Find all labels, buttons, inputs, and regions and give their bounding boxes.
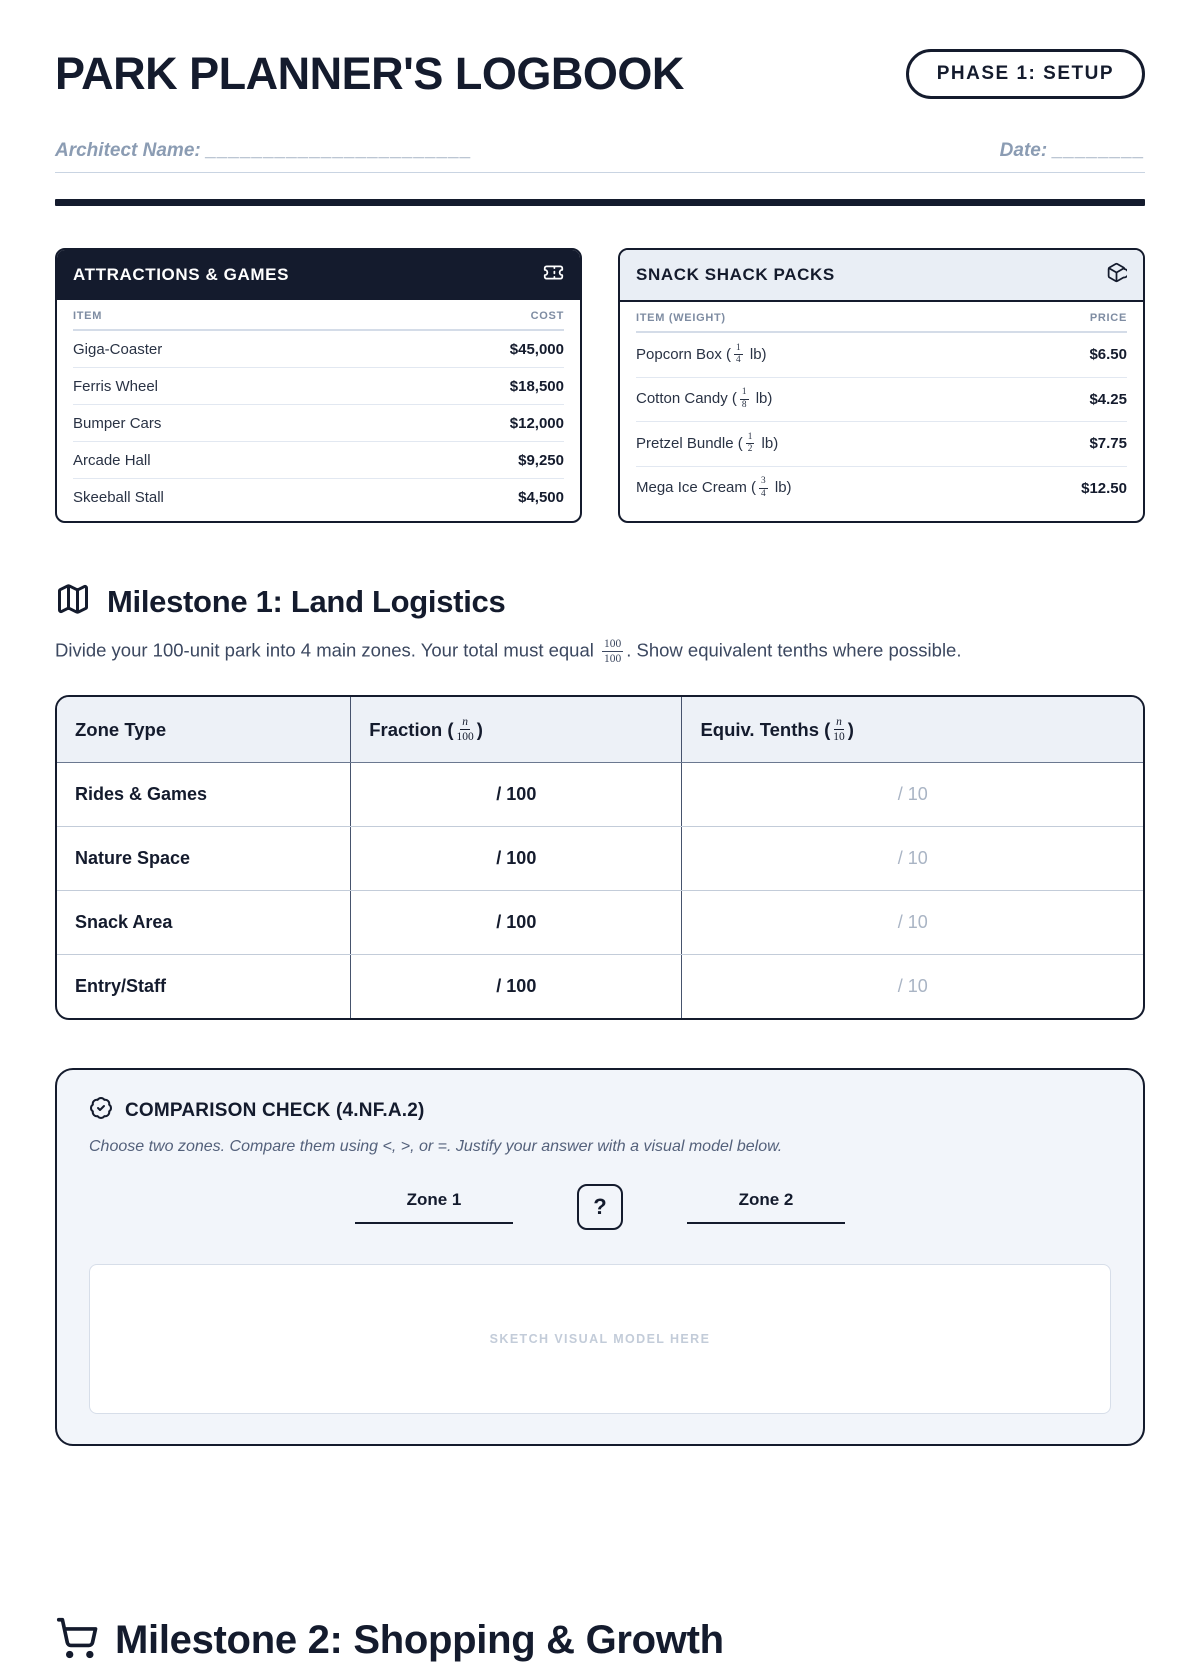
item-cost: $45,000	[509, 340, 564, 358]
item-cost: $12,000	[509, 414, 564, 432]
architect-name-blank[interactable]: _______________________	[206, 140, 473, 161]
page-title: PARK PLANNER'S LOGBOOK	[55, 48, 684, 99]
column-item: ITEM	[73, 310, 103, 322]
zone2-blank[interactable]: Zone 2	[687, 1190, 845, 1224]
item-name: Giga-Coaster	[73, 340, 163, 358]
table-row	[636, 378, 1127, 423]
fraction: $\frac{n}{100}$	[456, 716, 474, 744]
comparison-symbol-box[interactable]: ?	[577, 1184, 623, 1230]
tenths-blank[interactable]: / 10	[681, 827, 1143, 890]
fraction-blank[interactable]: / 100	[350, 891, 681, 954]
ticket-icon	[543, 262, 564, 288]
map-icon	[55, 581, 91, 622]
table-row	[73, 368, 564, 405]
table-row	[636, 467, 1127, 511]
attractions-card-header	[57, 250, 580, 300]
date-field[interactable]	[1000, 140, 1145, 162]
item-name: Cotton Candy ( $\frac{1}{8}$ lb)	[636, 387, 773, 410]
item-cost: $4,500	[518, 488, 564, 506]
milestone1-intro: Divide your 100-unit park into 4 main zones. Your total must equal $\frac{100}{100}$ . Show equivalent tenths where possible.	[55, 638, 962, 666]
sketch-placeholder: SKETCH VISUAL MODEL HERE	[489, 1332, 711, 1347]
attractions-table	[57, 300, 580, 515]
item-price: $7.75	[1089, 435, 1127, 453]
table-row	[57, 955, 1143, 1018]
attractions-title: ATTRACTIONS & GAMES	[73, 265, 290, 284]
item-price: $4.25	[1089, 390, 1127, 408]
milestone1-title: Milestone 1: Land Logistics	[107, 583, 506, 619]
zones-table-header	[57, 697, 1143, 763]
table-row	[73, 479, 564, 515]
header	[55, 48, 1145, 100]
snacks-card	[618, 248, 1145, 523]
snacks-card-header	[620, 250, 1143, 302]
divider-rule	[55, 199, 1145, 206]
package-icon	[1106, 262, 1127, 288]
date-label: Date:	[999, 140, 1048, 161]
fraction: $\frac{1}{4}$	[736, 342, 741, 366]
snacks-column-headers	[636, 302, 1127, 333]
fraction-blank[interactable]: / 100	[350, 827, 681, 890]
snacks-title: SNACK SHACK PACKS	[636, 265, 835, 284]
item-price: $12.50	[1081, 479, 1127, 497]
zone1-blank[interactable]: Zone 1	[355, 1190, 513, 1224]
tenths-blank[interactable]: / 10	[681, 891, 1143, 954]
name-date-row	[55, 140, 1145, 173]
table-row	[73, 331, 564, 368]
phase-badge: PHASE 1: SETUP	[906, 49, 1145, 99]
table-row	[57, 827, 1143, 891]
milestone2-heading	[55, 1616, 1145, 1665]
price-cards	[55, 248, 1145, 523]
zone-name: Rides & Games	[75, 784, 208, 805]
comparison-check-title: COMPARISON CHECK (4.NF.A.2)	[125, 1100, 425, 1122]
snacks-table	[620, 302, 1143, 510]
column-zone-type: Zone Type	[75, 718, 167, 740]
milestone2-title: Milestone 2: Shopping & Growth	[115, 1618, 724, 1663]
table-row	[636, 333, 1127, 378]
comparison-instruction: Choose two zones. Compare them using <, >, or =. Justify your answer with a visual model below.	[89, 1138, 783, 1156]
item-name: Bumper Cars	[73, 414, 162, 432]
badge-check-icon	[89, 1096, 113, 1126]
column-cost: COST	[530, 310, 564, 322]
table-row	[57, 763, 1143, 827]
zone-name: Entry/Staff	[75, 976, 167, 997]
fraction: $\frac{3}{4}$	[761, 476, 766, 499]
tenths-blank[interactable]: / 10	[681, 763, 1143, 826]
item-name: Ferris Wheel	[73, 377, 159, 395]
fraction: $\frac{1}{8}$	[741, 387, 747, 410]
item-name: Popcorn Box ( $\frac{1}{4}$ lb)	[636, 342, 767, 366]
architect-name-label: Architect Name:	[55, 140, 201, 161]
comparison-check-header	[89, 1096, 1111, 1126]
item-name: Skeeball Stall	[73, 488, 164, 506]
table-row	[57, 891, 1143, 955]
date-blank[interactable]: ________	[1052, 140, 1145, 161]
item-name: Mega Ice Cream ( $\frac{3}{4}$ lb)	[636, 476, 792, 499]
table-row	[636, 422, 1127, 467]
fraction: $\frac{1}{2}$	[747, 431, 753, 455]
column-price: PRICE	[1089, 312, 1127, 324]
tenths-blank[interactable]: / 10	[681, 955, 1143, 1018]
item-cost: $9,250	[518, 451, 564, 469]
zone-name: Snack Area	[75, 912, 173, 933]
item-name: Arcade Hall	[73, 451, 151, 469]
attractions-column-headers	[73, 300, 564, 331]
comparison-check-card	[55, 1068, 1145, 1446]
sketch-area[interactable]	[89, 1264, 1111, 1414]
fraction-blank[interactable]: / 100	[350, 763, 681, 826]
table-row	[73, 405, 564, 442]
column-item-weight: ITEM (WEIGHT)	[636, 312, 726, 324]
table-row	[73, 442, 564, 479]
item-name: Pretzel Bundle ( $\frac{1}{2}$ lb)	[636, 431, 779, 455]
column-equiv-tenths: Equiv. Tenths ( $\frac{n}{10}$ )	[681, 697, 1143, 762]
attractions-card	[55, 248, 582, 523]
architect-name-field[interactable]	[55, 140, 472, 162]
fraction-blank[interactable]: / 100	[350, 955, 681, 1018]
shopping-cart-icon	[55, 1616, 99, 1665]
comparison-row	[89, 1184, 1111, 1230]
milestone1-heading	[55, 581, 1145, 622]
item-cost: $18,500	[509, 377, 564, 395]
fraction: $\frac{100}{100}$	[604, 638, 622, 666]
zones-table	[55, 695, 1145, 1020]
item-price: $6.50	[1089, 346, 1127, 364]
column-fraction: Fraction ( $\frac{n}{100}$ )	[350, 697, 681, 762]
zone-name: Nature Space	[75, 848, 191, 869]
fraction: $\frac{n}{10}$	[833, 716, 845, 744]
